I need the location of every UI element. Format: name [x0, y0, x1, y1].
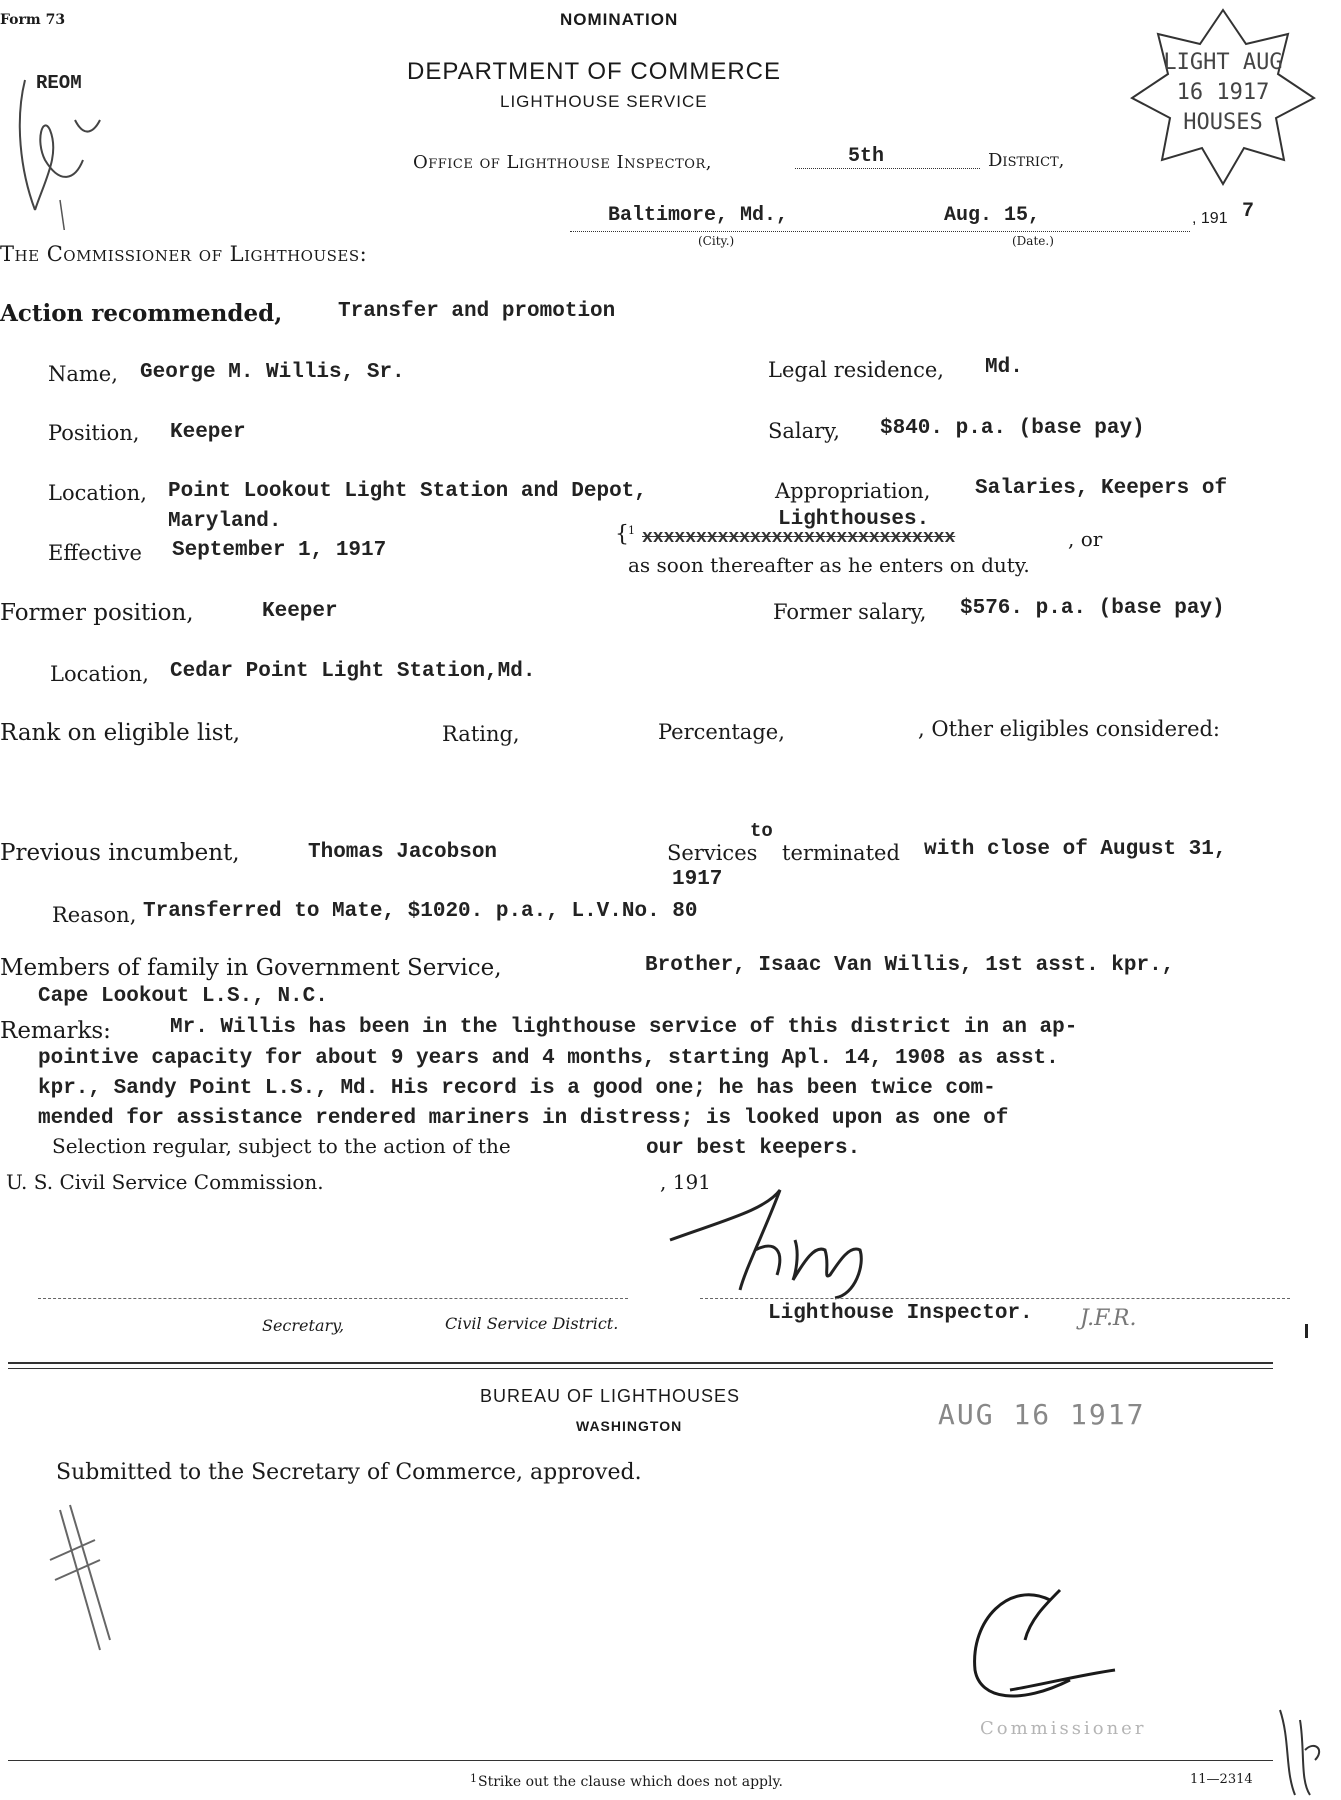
salary-value: $840. p.a. (base pay): [880, 417, 1145, 440]
footnote-text: Strike out the clause which does not apply.: [478, 1774, 783, 1790]
city-caption: (City.): [698, 234, 735, 248]
remarks-line: kpr., Sandy Point L.S., Md. His record is a good one; he has been twice com-: [38, 1077, 996, 1100]
location-value-line2: Maryland.: [168, 510, 282, 533]
terminated-value: with close of August 31,: [924, 838, 1227, 861]
rank-label: Rank on eligible list,: [0, 720, 241, 746]
footnote-mark: 1: [470, 1772, 477, 1785]
city-date-blank: [570, 229, 1190, 232]
services-label: Services: [667, 841, 758, 865]
family-value-line2: Cape Lookout L.S., N.C.: [38, 985, 328, 1008]
year-blank: , 191: [660, 1170, 711, 1194]
nomination-title: NOMINATION: [560, 10, 679, 29]
soon-clause: as soon thereafter as he enters on duty.: [628, 553, 1030, 577]
inspector-signature-icon: [665, 1180, 925, 1300]
previous-incumbent-value: Thomas Jacobson: [308, 841, 498, 864]
bureau-city: WASHINGTON: [576, 1418, 683, 1434]
form-code: 11—2314: [1190, 1772, 1253, 1787]
name-value: George M. Willis, Sr.: [140, 361, 405, 384]
terminated-label: terminated: [782, 841, 900, 865]
terminated-year: 1917: [672, 868, 723, 891]
year-prefix: , 191: [1192, 210, 1228, 227]
position-value: Keeper: [170, 421, 246, 444]
footnote-marker: 1: [628, 524, 635, 537]
commission-text: U. S. Civil Service Commission.: [6, 1170, 324, 1194]
bureau-title: BUREAU OF LIGHTHOUSES: [480, 1386, 741, 1406]
struck-suffix: , or: [1068, 527, 1103, 551]
office-label: Office of Lighthouse Inspector,: [413, 152, 712, 173]
divider-bottom: [8, 1368, 1273, 1369]
secretary-signature-line: [38, 1296, 628, 1299]
former-salary-label: Former salary,: [773, 600, 927, 624]
former-position-value: Keeper: [262, 600, 338, 623]
percentage-label: Percentage,: [658, 720, 785, 744]
remarks-line: pointive capacity for about 9 years and 4 months, starting Apl. 14, 1908 as asst.: [38, 1047, 1059, 1070]
struck-clause: xxxxxxxxxxxxxxxxxxxxxxxxxxxxx: [642, 528, 956, 548]
district-blank: [795, 166, 980, 169]
secretary-label: Secretary,: [262, 1316, 345, 1335]
remarks-label: Remarks:: [0, 1018, 111, 1044]
date-caption: (Date.): [1012, 234, 1054, 248]
submitted-text: Submitted to the Secretary of Commerce, approved.: [56, 1460, 642, 1485]
salary-label: Salary,: [768, 419, 840, 443]
action-label: Action recommended,: [0, 300, 283, 327]
appropriation-label: Appropriation,: [775, 479, 931, 503]
received-stamp: LIGHT AUG 16 1917 HOUSES: [1128, 6, 1318, 186]
department-title: DEPARTMENT OF COMMERCE: [407, 58, 782, 85]
margin-note-icon: [1270, 1700, 1330, 1800]
former-location-label: Location,: [50, 662, 149, 686]
position-label: Position,: [48, 421, 140, 445]
addressee: The Commissioner of Lighthouses:: [0, 242, 368, 266]
faint-commissioner: Commissioner: [980, 1718, 1147, 1739]
selection-text: Selection regular, subject to the action of the: [52, 1134, 511, 1158]
initial-c-icon: [950, 1580, 1130, 1720]
residence-value: Md.: [985, 356, 1023, 379]
date-value: Aug. 15,: [944, 204, 1041, 227]
stamp-reom: REOM: [36, 72, 82, 94]
previous-incumbent-label: Previous incumbent,: [0, 840, 240, 866]
former-location-value: Cedar Point Light Station,Md.: [170, 660, 536, 683]
former-salary-value: $576. p.a. (base pay): [960, 597, 1225, 620]
service-subtitle: LIGHTHOUSE SERVICE: [500, 92, 708, 111]
handwritten-mark-icon: [5, 60, 115, 230]
year-value: 7: [1242, 200, 1255, 223]
margin-tick: [1305, 1324, 1308, 1338]
remarks-line: mended for assistance rendered mariners in distress; is looked upon as one of: [38, 1107, 1009, 1130]
divider-top: [8, 1362, 1273, 1364]
check-mark-icon: [40, 1500, 130, 1660]
cs-district-label: Civil Service District.: [445, 1314, 619, 1333]
former-position-label: Former position,: [0, 600, 194, 626]
reason-value: Transferred to Mate, $1020. p.a., L.V.No. 80: [143, 900, 698, 923]
inspector-signature-line: [700, 1296, 1290, 1299]
form-number: Form 73: [0, 12, 66, 28]
effective-value: September 1, 1917: [172, 539, 387, 562]
brace-mark: {: [615, 522, 629, 547]
city-value: Baltimore, Md.,: [608, 204, 789, 227]
residence-label: Legal residence,: [768, 358, 944, 382]
location-value-line1: Point Lookout Light Station and Depot,: [168, 480, 647, 503]
district-label: District,: [988, 150, 1065, 171]
district-value: 5th: [848, 145, 885, 168]
appropriation-value-line1: Salaries, Keepers of: [975, 477, 1228, 500]
action-value: Transfer and promotion: [338, 300, 616, 323]
date-stamp: AUG 16 1917: [938, 1398, 1146, 1431]
location-label: Location,: [48, 481, 147, 505]
appropriation-value-line2: Lighthouses.: [778, 508, 930, 531]
inspector-label: Lighthouse Inspector.: [768, 1302, 1033, 1325]
effective-label: Effective: [48, 541, 142, 565]
rating-label: Rating,: [442, 722, 520, 746]
footer-rule: [8, 1760, 1273, 1761]
inspector-initials: J.F.R.: [1080, 1306, 1137, 1331]
remarks-line: Mr. Willis has been in the lighthouse service of this district in an ap-: [170, 1016, 1078, 1039]
family-value-line1: Brother, Isaac Van Willis, 1st asst. kpr.,: [645, 954, 1175, 977]
remarks-line: our best keepers.: [646, 1137, 861, 1160]
name-label: Name,: [48, 362, 118, 386]
reason-label: Reason,: [52, 903, 137, 927]
other-eligibles-label: , Other eligibles considered:: [918, 717, 1221, 741]
services-insert: to: [750, 820, 773, 842]
family-label: Members of family in Government Service,: [0, 955, 502, 981]
